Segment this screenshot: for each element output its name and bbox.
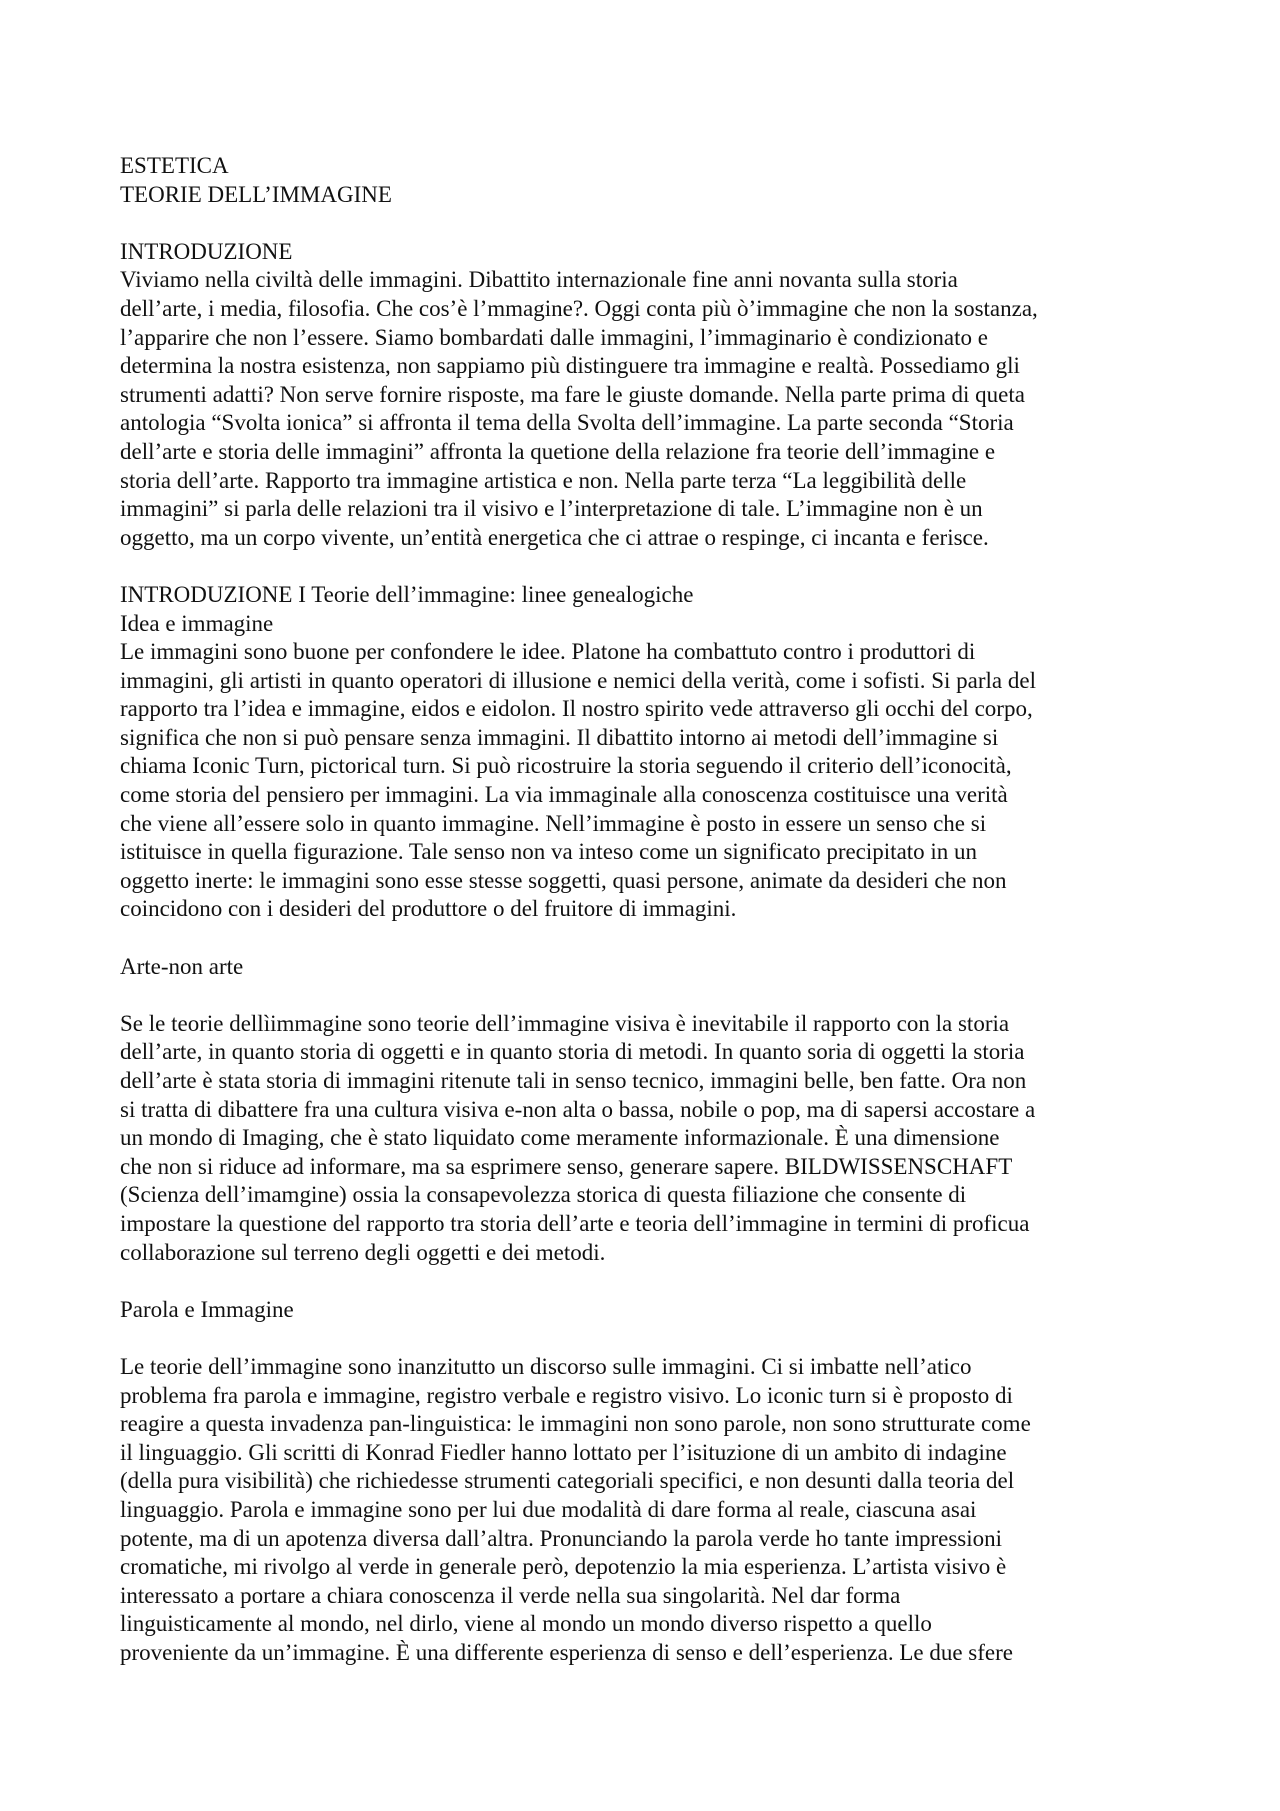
paragraph — [120, 638, 1160, 924]
section-arte-non-arte — [120, 953, 1160, 1268]
text-line: oggetto, ma un corpo vivente, un’entità energetica che ci attrae o respinge, ci incanta e ferisce. — [120, 524, 989, 550]
text-line: potente, ma di un apotenza diversa dall’altra. Pronunciando la parola verde ho tante impressioni — [120, 1525, 1003, 1551]
section-heading: INTRODUZIONE I Teorie dell’immagine: linee genealogiche — [120, 581, 694, 607]
section-introduzione-i — [120, 581, 1160, 924]
text-line: come storia del pensiero per immagini. La via immaginale alla conoscenza costituisce una verità — [120, 782, 1008, 808]
section-heading: Arte-non arte — [120, 953, 244, 979]
paragraph — [120, 266, 1160, 552]
text-line: istituisce in quella figurazione. Tale senso non va inteso come un significato precipitato in un — [120, 839, 978, 865]
text-line: (Scienza dell’imamgine) ossia la consapevolezza storica di questa filiazione che consente di — [120, 1182, 967, 1208]
spacer — [120, 552, 1160, 581]
text-line: linguaggio. Parola e immagine sono per lui due modalità di dare forma al reale, ciascuna asai — [120, 1496, 977, 1522]
text-line: (della pura visibilità) che richiedesse strumenti categoriali specifici, e non desunti dalla teoria del — [120, 1468, 1015, 1494]
text-line: oggetto inerte: le immagini sono esse stesse soggetti, quasi persone, animate da desideri che non — [120, 867, 1007, 893]
section-parola-e-immagine — [120, 1296, 1160, 1668]
text-line: antologia “Svolta ionica” si affronta il tema della Svolta dell’immagine. La parte seconda “Storia — [120, 410, 1014, 436]
text-line: reagire a questa invadenza pan-linguistica: le immagini non sono parole, non sono strutturate come — [120, 1411, 1031, 1437]
text-line: significa che non si può pensare senza immagini. Il dibattito intorno ai metodi dell’immagine si — [120, 724, 999, 750]
section-heading: Parola e Immagine — [120, 1296, 294, 1322]
text-line: collaborazione sul terreno degli oggetti e dei metodi. — [120, 1239, 606, 1265]
text-line: l’apparire che non l’essere. Siamo bombardati dalle immagini, l’immaginario è condizionato e — [120, 324, 988, 350]
text-line: Le teorie dell’immagine sono inanzitutto un discorso sulle immagini. Ci si imbatte nell’atico — [120, 1353, 972, 1379]
section-subheading: Idea e immagine — [120, 610, 274, 636]
spacer — [120, 924, 1160, 953]
text-line: immagini, gli artisti in quanto operatori di illusione e nemici della verità, come i sofisti. Si parla del — [120, 667, 1036, 693]
paragraph — [120, 1010, 1160, 1267]
text-line: immagini” si parla delle relazioni tra il visivo e l’interpretazione di tale. L’immagine non è un — [120, 496, 983, 522]
spacer — [120, 209, 1160, 238]
text-line: chiama Iconic Turn, pictorical turn. Si può ricostruire la storia seguendo il criterio dell’iconocità, — [120, 753, 1012, 779]
text-line: un mondo di Imaging, che è stato liquidato come meramente informazionale. È una dimensione — [120, 1125, 1000, 1151]
text-line: si tratta di dibattere fra una cultura visiva e-non alta o bassa, nobile o pop, ma di sapersi accostare a — [120, 1096, 1036, 1122]
text-line: rapporto tra l’idea e immagine, eidos e eidolon. Il nostro spirito vede attraverso gli occhi del corpo, — [120, 696, 1033, 722]
text-line: determina la nostra esistenza, non sappiamo più distinguere tra immagine e realtà. Possediamo gli — [120, 353, 1020, 379]
paragraph — [120, 1353, 1160, 1668]
text-line: proveniente da un’immagine. È una differente esperienza di senso e dell’esperienza. Le due sfere — [120, 1639, 1013, 1665]
document-title: ESTETICA — [120, 153, 229, 178]
text-line: storia dell’arte. Rapporto tra immagine artistica e non. Nella parte terza “La leggibilità delle — [120, 467, 967, 493]
text-line: che non si riduce ad informare, ma sa esprimere senso, generare sapere. BILDWISSENSCHAFT — [120, 1153, 1013, 1179]
text-line: coincidono con i desideri del produttore o del fruitore di immagini. — [120, 896, 737, 922]
text-line: Le immagini sono buone per confondere le idee. Platone ha combattuto contro i produttori di — [120, 639, 976, 665]
document-subtitle: TEORIE DELL’IMMAGINE — [120, 181, 392, 207]
section-introduzione — [120, 238, 1160, 553]
text-line: dell’arte, i media, filosofia. Che cos’è l’mmagine?. Oggi conta più ò’immagine che non la sostanza, — [120, 295, 1038, 321]
spacer — [120, 1324, 1160, 1353]
text-line: dell’arte, in quanto storia di oggetti e in quanto storia di metodi. In quanto soria di oggetti la storia — [120, 1039, 1025, 1065]
text-line: Viviamo nella civiltà delle immagini. Dibattito internazionale fine anni novanta sulla storia — [120, 267, 958, 293]
text-line: problema fra parola e immagine, registro verbale e registro visivo. Lo iconic turn si è proposto di — [120, 1382, 1013, 1408]
text-line: linguisticamente al mondo, nel dirlo, viene al mondo un mondo diverso rispetto a quello — [120, 1611, 932, 1637]
text-line: il linguaggio. Gli scritti di Konrad Fiedler hanno lottato per l’isituzione di un ambito di indagine — [120, 1439, 1007, 1465]
spacer — [120, 1267, 1160, 1296]
spacer — [120, 981, 1160, 1010]
text-line: strumenti adatti? Non serve fornire risposte, ma fare le giuste domande. Nella parte prima di queta — [120, 381, 1025, 407]
text-line: interessato a portare a chiara conoscenza il verde nella sua singolarità. Nel dar forma — [120, 1582, 901, 1608]
section-heading: INTRODUZIONE — [120, 238, 293, 264]
text-line: cromatiche, mi rivolgo al verde in generale però, depotenzio la mia esperienza. L’artista visivo è — [120, 1554, 1007, 1580]
text-line: che viene all’essere solo in quanto immagine. Nell’immagine è posto in essere un senso che si — [120, 810, 987, 836]
text-line: impostare la questione del rapporto tra storia dell’arte e teoria dell’immagine in termini di proficua — [120, 1210, 1030, 1236]
text-line: Se le teorie dellìimmagine sono teorie dell’immagine visiva è inevitabile il rapporto con la storia — [120, 1010, 1010, 1036]
text-line: dell’arte è stata storia di immagini ritenute tali in senso tecnico, immagini belle, ben fatte. Ora non — [120, 1068, 1027, 1093]
text-line: dell’arte e storia delle immagini” affronta la quetione della relazione fra teorie dell’immagine e — [120, 438, 996, 464]
